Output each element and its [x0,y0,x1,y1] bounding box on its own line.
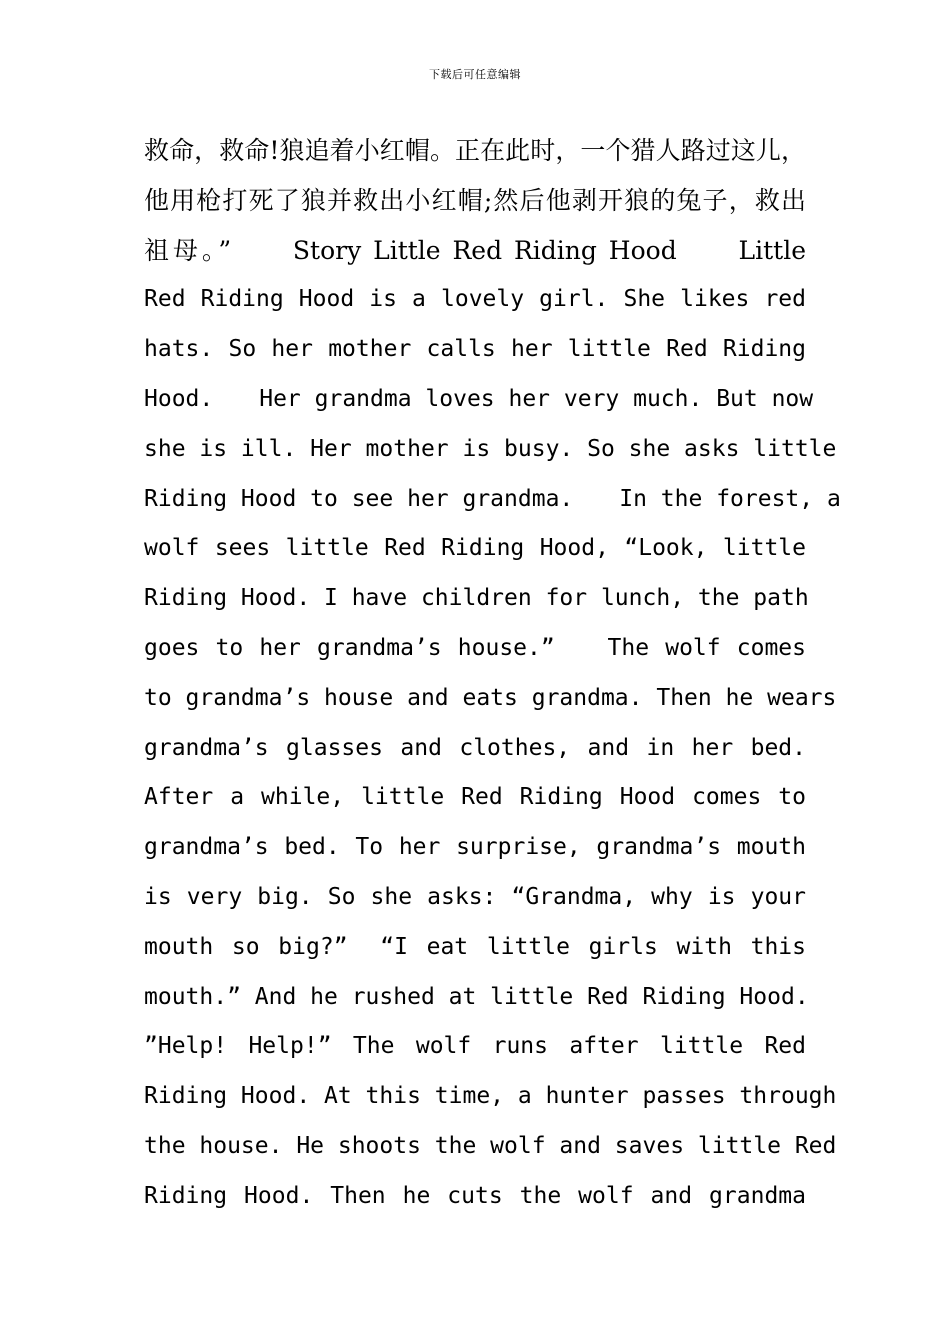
text-line: the house. He shoots the wolf and saves little Red [144,1132,837,1159]
text-line: 他用枪打死了狼并救出小红帽;然后他剥开狼的兔子，救出 [144,185,806,215]
text-line: 祖母。” Story Little Red Riding Hood Little [144,235,806,265]
text-line: wolf sees little Red Riding Hood, “Look, little [144,535,806,562]
text-line: hats. So her mother calls her little Red Riding [144,336,806,363]
text-line: After a while, little Red Riding Hood comes to [144,784,806,811]
page-header: 下载后可任意编辑 [429,68,521,81]
text-line: ”Help! Help!” The wolf runs after little Red [144,1033,806,1060]
text-line: mouth.” And he rushed at little Red Riding Hood. [144,983,809,1010]
text-line: Red Riding Hood is a lovely girl. She likes red [144,286,806,313]
text-line: is very big. So she asks: “Grandma, why is your [144,883,806,910]
text-line: Riding Hood. Then he cuts the wolf and grandma [144,1182,806,1209]
document-body [144,126,841,1222]
text-line: Riding Hood to see her grandma. In the forest, a [144,485,841,512]
text-line: she is ill. Her mother is busy. So she asks little [144,435,837,462]
text-line: Hood. Her grandma loves her very much. But now [144,385,814,412]
text-line: 救命，救命!狼追着小红帽。正在此时，一个猎人路过这儿， [144,136,806,165]
text-line: Riding Hood. I have children for lunch, the path [144,585,809,612]
text-line: grandma’s bed. To her surprise, grandma’s mouth [144,834,806,861]
text-line: Riding Hood. At this time, a hunter passes through [144,1083,837,1110]
text-line: goes to her grandma’s house.” The wolf comes [144,634,806,661]
text-line: mouth so big?” “I eat little girls with this [144,933,806,960]
text-line: to grandma’s house and eats grandma. Then he wears [144,684,837,711]
text-line: grandma’s glasses and clothes, and in her bed. [144,734,806,761]
